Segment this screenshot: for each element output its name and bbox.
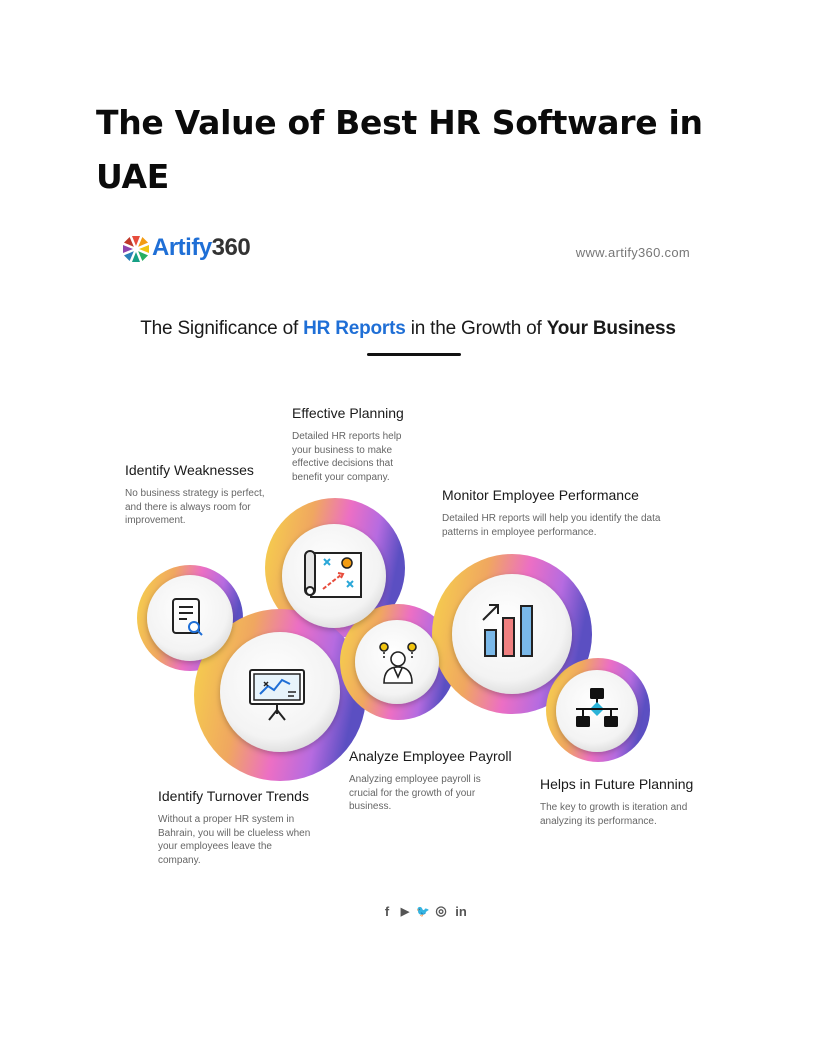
- page-title: The Value of Best HR Software in UAE: [96, 103, 703, 196]
- social-links: [380, 902, 470, 920]
- facebook-icon[interactable]: f: [384, 903, 390, 919]
- headline-highlight: HR Reports: [303, 318, 406, 339]
- instagram-icon[interactable]: ◎: [435, 903, 447, 918]
- item-title: Identify Turnover Trends: [158, 788, 309, 804]
- item-title: Analyze Employee Payroll: [349, 748, 512, 764]
- headline-part1: The Significance of: [140, 318, 304, 339]
- infographic-headline: [0, 318, 816, 340]
- identify-weaknesses-disk: [147, 575, 233, 661]
- brand-name: [152, 233, 250, 263]
- item-effective-planning: [292, 404, 422, 484]
- item-turnover-trends: [158, 787, 313, 867]
- brand-name-part1: Artify: [152, 234, 212, 261]
- artify-logo-icon: [120, 233, 152, 265]
- item-future-planning: [540, 775, 700, 828]
- linkedin-icon[interactable]: in: [455, 903, 467, 919]
- item-description: Without a proper HR system in Bahrain, you will be clueless when your employees leave the company.: [158, 814, 311, 866]
- twitter-icon[interactable]: 🐦: [416, 905, 430, 918]
- headline-part2: in the Growth of: [405, 318, 547, 339]
- item-title: Effective Planning: [292, 405, 404, 421]
- headline-bold: Your Business: [546, 318, 676, 339]
- brand-name-part2: 360: [211, 234, 251, 261]
- strategy-map-icon: [305, 551, 361, 597]
- item-description: The key to growth is iteration and analyzing its performance.: [540, 802, 688, 827]
- item-description: Analyzing employee payroll is crucial for the growth of your business.: [349, 774, 481, 812]
- headline-underline: [367, 353, 461, 356]
- item-monitor-performance: [442, 486, 662, 539]
- item-title: Identify Weaknesses: [125, 462, 254, 478]
- item-title: Helps in Future Planning: [540, 776, 694, 792]
- item-identify-weaknesses: [125, 461, 265, 528]
- item-analyze-payroll: [349, 747, 512, 814]
- item-description: Detailed HR reports help your business to make effective decisions that benefit your company.: [292, 431, 402, 483]
- youtube-icon[interactable]: ▶: [400, 905, 410, 918]
- item-description: No business strategy is perfect, and there is always room for improvement.: [125, 488, 265, 526]
- site-url[interactable]: www.artify360.com: [575, 245, 690, 260]
- item-title: Monitor Employee Performance: [442, 487, 639, 503]
- item-description: Detailed HR reports will help you identify the data patterns in employee performance.: [442, 513, 661, 538]
